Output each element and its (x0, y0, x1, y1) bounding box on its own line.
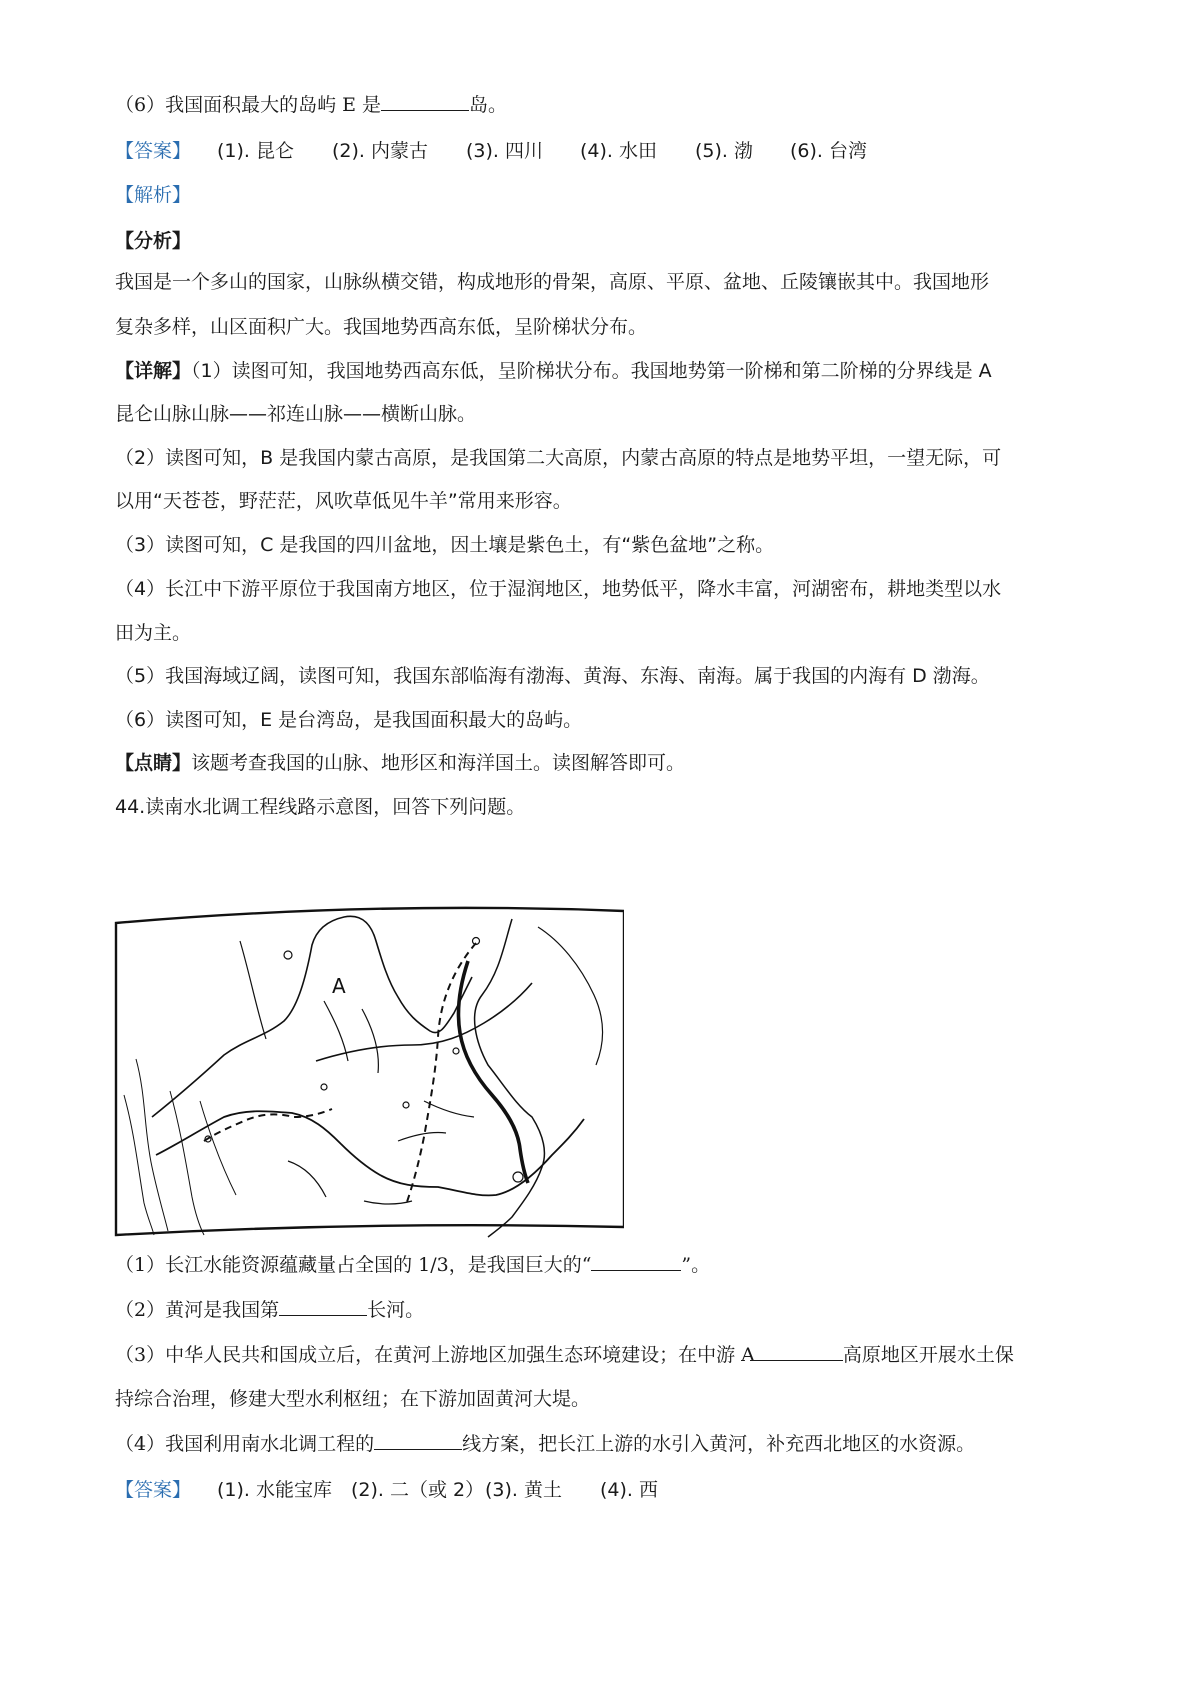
question-text: （3）中华人民共和国成立后，在黄河上游地区加强生态环境建设；在中游 A (115, 1344, 755, 1366)
answer-item: (4). 水田 (580, 140, 657, 162)
answer-row-44 (115, 1475, 1100, 1505)
lake-marker (513, 1172, 523, 1182)
fenxi-text: 复杂多样，山区面积广大。我国地势西高东低，呈阶梯状分布。 (115, 316, 648, 338)
question-text: 长河。 (367, 1299, 425, 1321)
yellow-river-upper (152, 916, 472, 1117)
analysis-tag: 【解析】 (115, 184, 192, 206)
question-44-4 (115, 1429, 1100, 1459)
detail-text: 以用“天苍苍，野茫茫，风吹草低见牛羊”常用来形容。 (115, 490, 572, 512)
detail-1 (115, 356, 1100, 386)
answer-blank (591, 1250, 681, 1271)
detail-text: （5）我国海域辽阔，读图可知，我国东部临海有渤海、黄海、东海、南海。属于我国的内海有 D 渤海。 (115, 665, 990, 687)
question-text: 线方案，把长江上游的水引入黄河，补充西北地区的水资源。 (462, 1433, 976, 1455)
coastline-northeast (538, 927, 603, 1065)
river-tributary (398, 1132, 446, 1141)
question-44-3-cont: 持综合治理，修建大型水利枢纽；在下游加固黄河大堤。 (115, 1388, 591, 1410)
coastline (475, 919, 545, 1237)
map-frame (116, 908, 624, 1235)
detail-text: （1）读图可知，我国地势西高东低，呈阶梯状分布。我国地势第一阶梯和第二阶梯的分界线是 A (191, 360, 992, 382)
question-text: （2）黄河是我国第 (115, 1299, 280, 1321)
question-text: （1）长江水能资源蕴藏量占全国的 1/3，是我国巨大的“ (115, 1254, 592, 1276)
river-tributary (240, 941, 266, 1039)
question-text: （6）我国面积最大的岛屿 E 是 (115, 94, 382, 116)
middle-route (406, 943, 476, 1205)
south-north-water-diversion-map (112, 905, 624, 1240)
question-text: ”。 (681, 1254, 711, 1276)
answer-blank (279, 1295, 367, 1316)
detail-text: 昆仑山脉山脉——祁连山脉——横断山脉。 (115, 403, 477, 425)
answer-tag: 【答案】 (115, 140, 192, 162)
river-west (170, 1091, 204, 1235)
city-marker (453, 1048, 459, 1054)
detail-tag: 【详解】 (115, 360, 192, 382)
dianjing (115, 748, 1100, 778)
city-marker (403, 1102, 409, 1108)
answer-item: (2). 内蒙古 (332, 140, 428, 162)
western-route (204, 1109, 332, 1141)
answer-row-43 (115, 136, 1100, 166)
dianjing-tag: 【点睛】 (115, 752, 192, 774)
detail-text: （4）长江中下游平原位于我国南方地区，位于湿润地区，地势低平，降水丰富，河湖密布，耕地类型以水 (115, 578, 1002, 600)
question-text: 岛。 (469, 94, 508, 116)
question-44-stem: 44.读南水北调工程线路示意图，回答下列问题。 (115, 796, 526, 818)
detail-text: （2）读图可知，B 是我国内蒙古高原，是我国第二大高原，内蒙古高原的特点是地势平坦，一望无际，可 (115, 447, 1002, 469)
river-tributary (288, 1161, 326, 1197)
detail-text: 田为主。 (115, 622, 192, 644)
detail-text: （6）读图可知，E 是台湾岛，是我国面积最大的岛屿。 (115, 709, 583, 731)
yellow-river-lower (316, 983, 532, 1061)
answer-item: (2). 二（或 2） (351, 1479, 485, 1501)
lake-marker (284, 951, 292, 959)
answer-blank (381, 90, 469, 111)
fenxi-text: 我国是一个多山的国家，山脉纵横交错，构成地形的骨架，高原、平原、盆地、丘陵镶嵌其中。我国地形 (115, 271, 990, 293)
answer-tag: 【答案】 (115, 1479, 192, 1501)
region-label-a: A (332, 974, 346, 998)
fenxi-tag: 【分析】 (115, 230, 192, 252)
answer-item: (5). 渤 (695, 140, 753, 162)
city-marker (321, 1084, 327, 1090)
detail-text: （3）读图可知，C 是我国的四川盆地，因土壤是紫色土，有“紫色盆地”之称。 (115, 534, 775, 556)
question-44-1 (115, 1250, 1100, 1280)
river-tributary (324, 1001, 348, 1061)
river-tributary (424, 1101, 474, 1117)
answer-item: (1). 昆仑 (217, 140, 294, 162)
question-44-2 (115, 1295, 1100, 1325)
answer-item: (3). 四川 (466, 140, 543, 162)
answer-item: (6). 台湾 (790, 140, 867, 162)
answer-item: (3). 黄土 (485, 1479, 562, 1501)
river-west (136, 1059, 168, 1231)
question-43-6 (115, 90, 1100, 120)
answer-blank (374, 1429, 462, 1450)
dianjing-text: 该题考查我国的山脉、地形区和海洋国土。读图解答即可。 (191, 752, 686, 774)
answer-item: (4). 西 (600, 1479, 658, 1501)
river-tributary (362, 1009, 378, 1073)
river-west (124, 1095, 154, 1235)
question-44-3 (115, 1340, 1100, 1370)
question-text: 高原地区开展水土保 (842, 1344, 1014, 1366)
river-tributary (364, 1201, 412, 1204)
question-text: （4）我国利用南水北调工程的 (115, 1433, 375, 1455)
answer-blank (755, 1340, 843, 1361)
answer-item: (1). 水能宝库 (217, 1479, 332, 1501)
